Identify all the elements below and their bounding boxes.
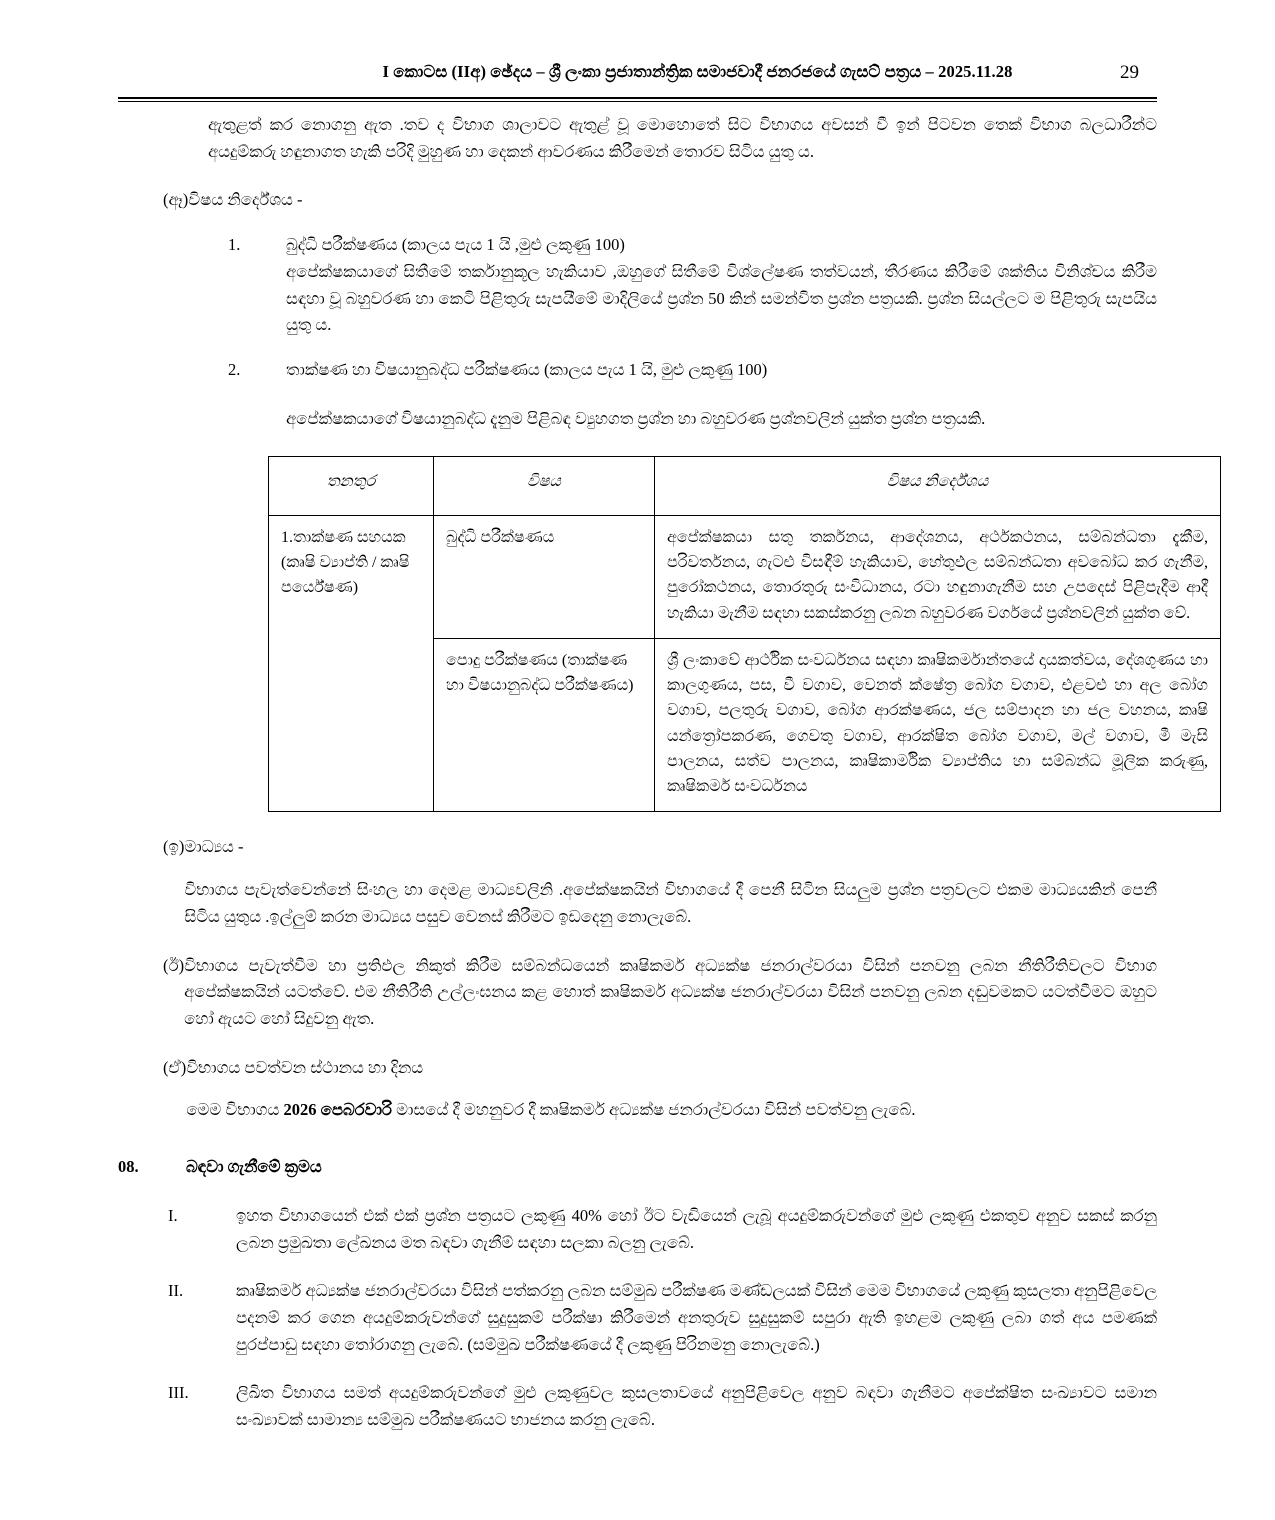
section-recruitment-heading	[118, 1154, 1157, 1181]
header-title: I කොටස (IIඅ) ඡේදය – ශ්‍රී ලංකා ප්‍රජාතාන්ත්‍රික සමාජවාදී ජනරජයේ ගැසට් පත්‍රය – 2025.11.28	[382, 62, 1013, 81]
table-header-subject: විෂය	[434, 457, 655, 515]
page-number: 29	[1120, 62, 1139, 83]
section-venue-title: විභාගය පවත්වන ස්ථානය හා දිනය	[186, 1057, 424, 1077]
recruitment-item-1-body: ඉහත විභාගයෙන් එක් එක් ප්‍රශ්න පත්‍රයට ලකුණු 40% හෝ ඊට වැඩියෙන් ලැබූ අයදුම්කරුවන්ගේ මුළු ලකුණු එකතුව අනුව සකස් කරනු ලබන ප්‍රමුඛතා ලේඛනය මත බඳවා ගැනීම් සඳහා සලකා බලනු ලැබේ.	[236, 1205, 1157, 1252]
recruitment-item-2	[118, 1278, 1157, 1358]
syllabus-item-1	[118, 232, 1157, 339]
recruitment-item-2-mark: II.	[168, 1281, 184, 1301]
section-medium-mark: (ඉ)	[163, 837, 185, 857]
venue-date: 2026 පෙබරවාරි	[283, 1100, 393, 1120]
header-divider-thin	[118, 101, 1157, 102]
syllabus-table	[268, 456, 1221, 812]
section-venue-body	[186, 1097, 1157, 1124]
table-row	[269, 515, 1221, 638]
recruitment-item-3-body: ලිඛිත විභාගය සමත් අයදුම්කරුවන්ගේ මුළු ලකුණුවල කුසලතාවයේ අනුපිළිවෙල අනුව බඳවා ගැනීමට අපේක්ෂිත සංඛ්‍යාවට සමාන සංඛ්‍යාවක් සාමාන්‍ය සම්මුඛ පරීක්ෂණයට භාජනය කරනු ලැබේ.	[236, 1383, 1157, 1430]
section-rules-mark: (ඊ)	[163, 955, 185, 975]
page-content	[118, 112, 1208, 1434]
recruitment-item-1-mark: I.	[168, 1205, 178, 1225]
syllabus-item-2	[118, 357, 1157, 432]
section-syllabus-title: විෂය නිර්දේශය -	[188, 190, 303, 210]
intro-paragraph: ඇතුළත් කර නොගනු ඇත .තව ද විභාග ශාලාවට ඇතුළ් වූ මොහොතේ සිට විභාගය අවසන් වී ඉන් පිටවන තෙක් විභාග බලධාරීන්ට අයදුම්කරු හඳුනාගත හැකි පරිදි මුහුණ හා දෙකන් ආවරණය කිරීමෙන් තොරව සිටිය යුතු ය.	[208, 115, 1157, 161]
page-header	[118, 62, 1157, 98]
syllabus-item-2-heading: තාක්ෂණ හා විෂයානුබද්ධ පරීක්ෂණය (කාලය පැය 1 යි, මුළු ලකුණු 100)	[286, 360, 768, 380]
section-venue-mark: (ඒ)	[163, 1057, 187, 1077]
table-cell-position: 1.තාක්ෂණ සහයක (කෘෂි ව්‍යාප්ති / කෘෂි පර්යේෂණ)	[269, 515, 434, 812]
section-medium-body: විභාගය පැවැත්වෙන්නේ සිංහල හා දෙමළ මාධ්‍යවලිනි .අපේක්ෂකයින් විභාගයේ දී පෙනී සිටින සියලුම ප්‍රශ්න පත්‍රවලට එකම මාධ්‍යයකින් පෙනී සිටිය යුතුය .ඉල්ලුම් කරන මාධ්‍යය පසුව වෙනස් කිරීමට ඉඩදෙනු නොලැබේ.	[184, 880, 1157, 926]
table-header-row	[269, 457, 1221, 515]
section-rules	[118, 953, 1157, 1033]
table-cell-syllabus-1: අපේක්ෂකයා සතු තර්කනය, ආදේශනය, අර්ථකථනය, සම්බන්ධතා දැකීම, පරිවර්තනය, ගැටළු විසඳීම් හැකියාව, හේතුඵල සම්බන්ධතා අවබෝධ කර ගැනීම, පුරෝකථනය, තොරතුරු සංවිධානය, රටා හඳුනාගැනීම සහ උපදෙස් පිළිපැදීම ආදී හැකියා මැනීම සඳහා සකස්කරනු ලබන බහුවරණ වර්ගයේ ප්‍රශ්නවලින් යුක්ත වේ.	[655, 515, 1221, 638]
venue-text-post: මාසයේ දී මහනුවර දී කෘෂිකර්ම අධ්‍යක්ෂ ජනරාල්වරයා විසින් පවත්වනු ලැබේ.	[392, 1100, 916, 1120]
syllabus-table-wrapper	[268, 456, 1208, 812]
table-cell-syllabus-2: ශ්‍රී ලංකාවේ ආර්ථික සංවර්ධනය සඳහා කෘෂිකර්මාන්තයේ දායකත්වය, දේශගුණය හා කාලගුණය, පස, වී වගාව, වෙනත් ක්ෂේත්‍ර බෝග වගාව, එළවළු හා අල බෝග වගාව, පලතුරු වගාව, බෝග ආරක්ෂණය, ජල සම්පාදන හා ජල වහනය, කෘෂි යන්ත්‍රෝපකරණ, ගෙවතු වගාව, ආරක්ෂිත බෝග වගාව, මල් වගාව, මී මැසි පාලනය, සත්ව පාලනය, කෘෂිකාර්මික ව්‍යාප්තිය හා සම්බන්ධ මූලික කරුණු, කෘෂිකර්ම සංවර්ධනය	[655, 638, 1221, 812]
recruitment-item-1	[118, 1203, 1157, 1256]
section-syllabus-mark: (ඈ)	[163, 190, 189, 210]
recruitment-item-3-mark: III.	[168, 1383, 189, 1403]
section-medium	[118, 834, 1157, 930]
section-recruitment-number: 08.	[118, 1157, 139, 1177]
syllabus-item-1-body: අපේක්ෂකයාගේ සිතීමේ තර්කානුකූල හැකියාව ,ඔහුගේ සිතීමේ විශ්ලේෂණ තත්වයන්, තීරණය කිරීමේ ශක්තිය විනිශ්චය කිරීම සඳහා වූ බහුවරණ හා කෙටි පිළිතුරු සැපයීමේ මාදිලියේ ප්‍රශ්න 50 කින් සමන්විත ප්‍රශ්න පත්‍රයකි. ප්‍රශ්න සියල්ලට ම පිළිතුරු සැපයිය යුතු ය.	[286, 261, 1157, 335]
table-cell-subject-2: පොදු පරීක්ෂණය (තාක්ෂණ හා විෂයානුබද්ධ පරීක්ෂණය)	[434, 638, 655, 812]
header-divider-thick	[118, 97, 1157, 99]
section-venue	[118, 1055, 1157, 1124]
recruitment-item-3	[118, 1380, 1157, 1433]
venue-text-pre: මෙම විභාගය	[186, 1100, 284, 1120]
syllabus-item-2-number: 2.	[228, 360, 241, 380]
table-header-syllabus: විෂය නිර්දේශය	[655, 457, 1221, 515]
syllabus-item-1-number: 1.	[228, 235, 241, 255]
section-syllabus	[118, 187, 1157, 214]
recruitment-item-2-body: කෘෂිකර්ම අධ්‍යක්ෂ ජනරාල්වරයා විසින් පත්කරනු ලබන සම්මුඛ පරීක්ෂණ මණ්ඩලයක් විසින් මෙම විභාගයේ ලකුණු කුසලතා අනුපිළිවෙල පදනම් කර ගෙන අයදුම්කරුවන්ගේ සුදුසුකම් පරීක්ෂා කිරීමෙන් අනතුරුව සුදුසුකම් සපුරා ඇති ඉහළම ලකුණු ලබා ගත් අය පමණක් පුරප්පාඩු සඳහා තෝරාගනු ලැබේ. (සම්මුඛ පරීක්ෂණයේ දී ලකුණු පිරිනමනු නොලැබේ.)	[236, 1281, 1157, 1354]
section-rules-body: විභාගය පැවැත්වීම හා ප්‍රතිඵල නිකුත් කිරීම සම්බන්ධයෙන් කෘෂිකර්ම අධ්‍යක්ෂ ජනරාල්වරයා විසින් පනවනු ලබන නීතිරීතිවලට විභාග අපේක්ෂකයින් යටත්වේ. එම නීතිරීති උල්ලංඝනය කළ හොත් කෘෂිකර්ම අධ්‍යක්ෂ ජනරාල්වරයා විසින් පනවනු ලබන දඬුවමකට යටත්වීමට ඔහුට හෝ ඇයට හෝ සිදුවනු ඇත.	[184, 955, 1157, 1028]
table-header-position: තනතුර	[269, 457, 434, 515]
table-cell-subject-1: බුද්ධි පරීක්ෂණය	[434, 515, 655, 638]
section-recruitment-title: බඳවා ගැනීමේ ක්‍රමය	[186, 1157, 322, 1177]
section-medium-title: මාධ්‍යය -	[184, 837, 244, 857]
syllabus-item-2-body: අපේක්ෂකයාගේ විෂයානුබද්ධ දැනුම පිළිබඳ ව්‍යුහගත ප්‍රශ්න හා බහුවරණ ප්‍රශ්නවලින් යුක්ත ප්‍රශ්න පත්‍රයකි.	[286, 408, 986, 428]
syllabus-item-1-heading: බුද්ධි පරීක්ෂණය (කාලය පැය 1 යි ,මුළු ලකුණු 100)	[286, 235, 625, 255]
